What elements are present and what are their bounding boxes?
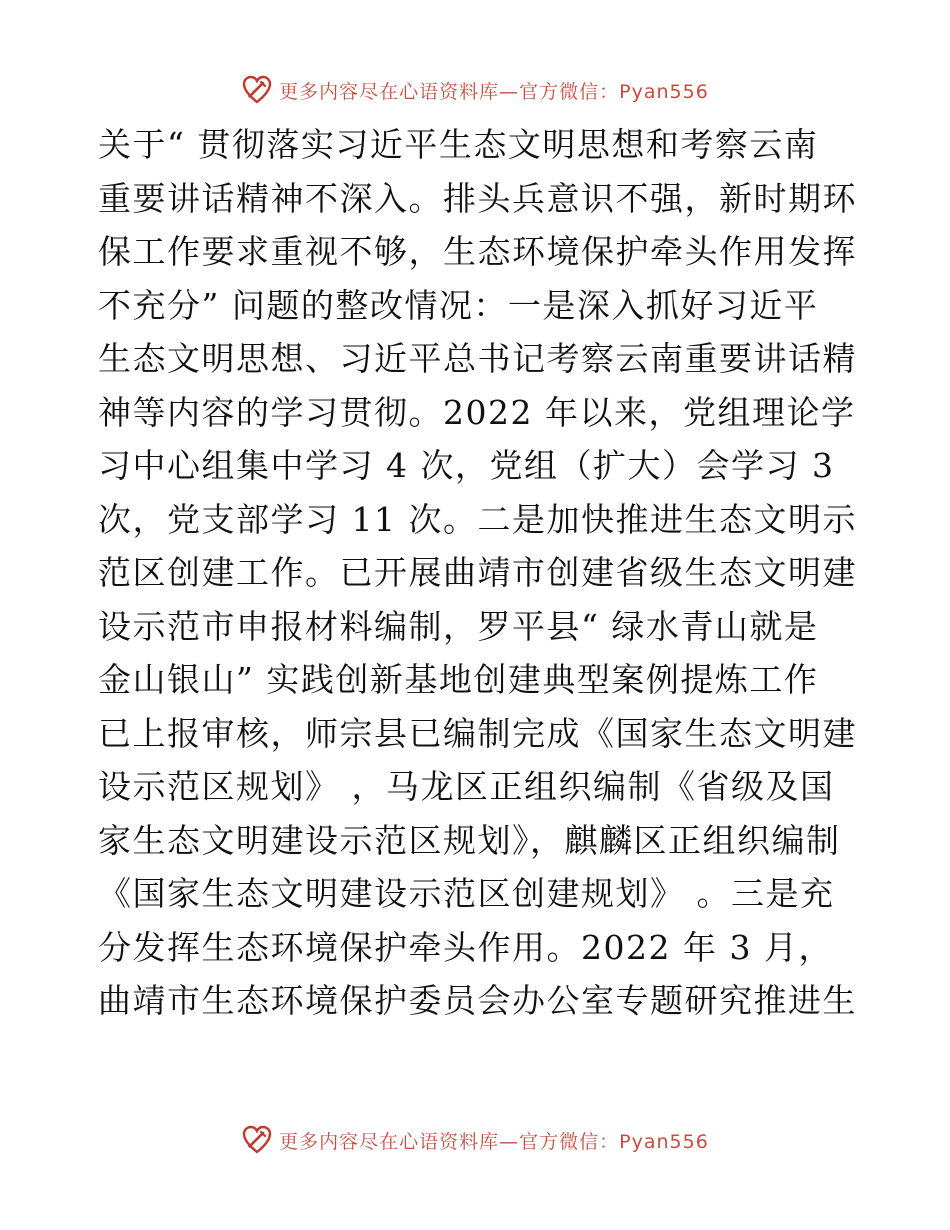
heart-pen-logo-icon (241, 1124, 273, 1156)
text-line: 分发挥生态环境保护牵头作用。2022 年 3 月， (98, 927, 833, 967)
text-line: 重要讲话精神不深入。排头兵意识不强，新时期环 (98, 178, 857, 218)
text-line: 家生态文明建设示范区规划》，麒麟区正组织编制 (98, 820, 841, 860)
text-line: 范区创建工作。已开展曲靖市创建省级生态文明建 (98, 553, 857, 592)
text-line: 已上报审核，师宗县已编制完成《国家生态文明建 (98, 713, 857, 753)
text-line: 次，党支部学习 11 次。二是加快推进生态文明示 (98, 499, 857, 539)
text-line: 《国家生态文明建设示范区创建规划》 。三是充 (98, 874, 835, 913)
text-line: 金山银山” 实践创新基地创建典型案例提炼工作 (98, 660, 819, 699)
text-line: 神等内容的学习贯彻。2022 年以来，党组理论学 (98, 392, 856, 432)
watermark-header (0, 70, 950, 110)
text-line: 关于“ 贯彻落实习近平生态文明思想和考察云南 (98, 125, 819, 164)
text-line: 生态文明思想、习近平总书记考察云南重要讲话精 (98, 339, 857, 378)
watermark-footer (0, 1120, 950, 1160)
watermark-text: 更多内容尽在心语资料库—官方微信：Pyan556 (279, 1130, 709, 1153)
heart-pen-logo-icon (241, 74, 273, 106)
watermark-text: 更多内容尽在心语资料库—官方微信：Pyan556 (279, 80, 709, 103)
text-line: 设示范市申报材料编制，罗平县“ 绿水青山就是 (98, 606, 819, 646)
text-line: 不充分” 问题的整改情况：一是深入抓好习近平 (98, 285, 819, 325)
document-body (98, 118, 858, 1028)
text-line: 设示范区规划》 ，马龙区正组织编制《省级及国 (98, 767, 835, 806)
text-line: 习中心组集中学习 4 次，党组（扩大）会学习 3 (98, 446, 835, 485)
text-line: 曲靖市生态环境保护委员会办公室专题研究推进生 (98, 981, 857, 1020)
text-line: 保工作要求重视不够，生态环境保护牵头作用发挥 (98, 232, 857, 271)
